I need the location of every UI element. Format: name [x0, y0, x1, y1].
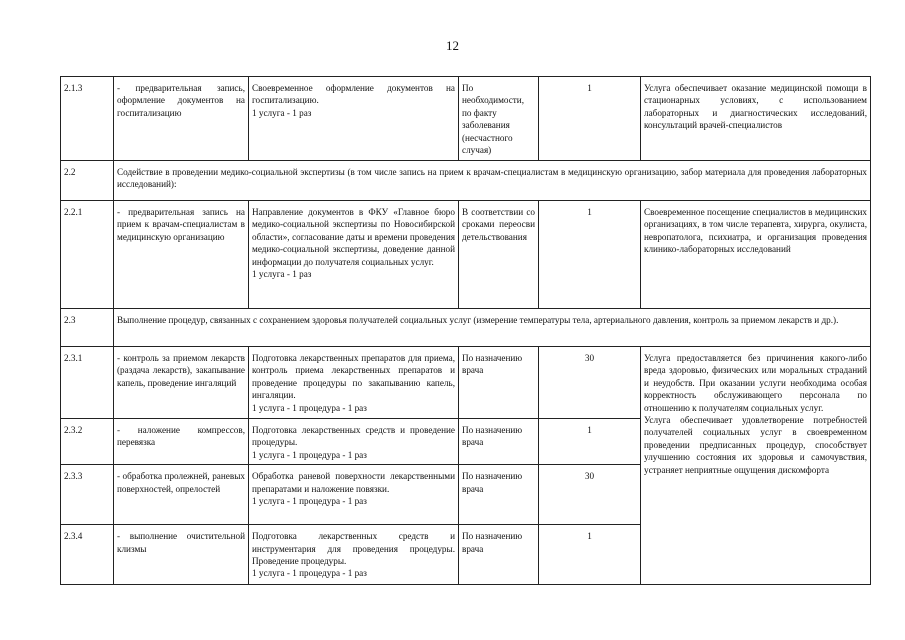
service-name: - выполнение очистительной клизмы: [114, 525, 249, 585]
service-description: [249, 201, 459, 309]
service-volume: 1: [539, 525, 641, 585]
service-volume: 1: [539, 201, 641, 309]
service-description: [249, 77, 459, 161]
service-description: [249, 465, 459, 525]
description-unit: 1 услуга - 1 раз: [252, 107, 312, 118]
service-volume: 30: [539, 465, 641, 525]
service-description: [249, 525, 459, 585]
row-number: 2.2.1: [61, 201, 114, 309]
description-unit: 1 услуга - 1 процедура - 1 раз: [252, 449, 367, 460]
service-description: [249, 347, 459, 419]
service-name: - предварительная запись на прием к врачам-специалистам в медицинскую организацию: [114, 201, 249, 309]
service-volume: 30: [539, 347, 641, 419]
description-unit: 1 услуга - 1 процедура - 1 раз: [252, 568, 367, 579]
service-name: - предварительная запись, оформление документов на госпитализацию: [114, 77, 249, 161]
row-number: 2.3.1: [61, 347, 114, 419]
row-number: 2.1.3: [61, 77, 114, 161]
section-title: Содействие в проведении медико-социальной экспертизы (в том числе запись на прием к врачам-специалистам в медицинскую организацию, забор материала для проведения лабораторных исследований):: [114, 161, 871, 201]
table-row: [61, 201, 871, 309]
page-number: 12: [446, 38, 459, 53]
service-period: По необходимости, по факту заболевания (несчастного случая): [459, 77, 539, 161]
service-result: Своевременное посещение специалистов в медицинских организациях, в том числе терапевта, хирурга, окулиста, невропатолога, психиатра, и организация проведения клинико-лабораторных исследований: [641, 201, 871, 309]
description-text: Обработка раневой поверхности лекарственными препаратами и наложение повязки.: [252, 471, 455, 494]
service-period: По назначению врача: [459, 465, 539, 525]
service-period: По назначению врача: [459, 525, 539, 585]
service-period: По назначению врача: [459, 347, 539, 419]
description-text: Подготовка лекарственных средств и проведение процедуры.: [252, 425, 455, 448]
service-result: [641, 347, 871, 585]
description-text: Направление документов в ФКУ «Главное бюро медико-социальной экспертизы по Новосибирской области», согласование даты и времени проведения медико-социальной экспертизы, доведение данной информации до получателя социальных услуг.: [252, 207, 455, 267]
service-description: [249, 419, 459, 465]
row-number: 2.3.2: [61, 419, 114, 465]
description-unit: 1 услуга - 1 процедура - 1 раз: [252, 496, 367, 507]
table-row: [61, 77, 871, 161]
description-text: Своевременное оформление документов на госпитализацию.: [252, 83, 455, 106]
description-text: Подготовка лекарственных препаратов для приема, контроль приема лекарственных препаратов и проведение процедуры по закапыванию капель, ингаляции.: [252, 353, 455, 401]
row-number: 2.3.3: [61, 465, 114, 525]
service-result: Услуга обеспечивает оказание медицинской помощи в стационарных условиях, с использованием лабораторных и диагностических исследований, консультаций врачей-специалистов: [641, 77, 871, 161]
service-volume: 1: [539, 419, 641, 465]
description-unit: 1 услуга - 1 процедура - 1 раз: [252, 402, 367, 413]
section-title: Выполнение процедур, связанных с сохранением здоровья получателей социальных услуг (измерение температуры тела, артериального давления, контроль за приемом лекарств и др.).: [114, 309, 871, 347]
description-text: Подготовка лекарственных средств и инструментария для проведения процедуры. Проведение процедуры.: [252, 531, 455, 567]
services-table: [60, 76, 871, 585]
service-name: - контроль за приемом лекарств (раздача лекарств), закапывание капель, проведение ингаляций: [114, 347, 249, 419]
row-number: 2.3: [61, 309, 114, 347]
row-number: 2.3.4: [61, 525, 114, 585]
description-unit: 1 услуга - 1 раз: [252, 269, 312, 280]
service-name: - обработка пролежней, раневых поверхностей, опрелостей: [114, 465, 249, 525]
service-volume: 1: [539, 77, 641, 161]
table-row: [61, 347, 871, 419]
result-paragraph-2: Услуга обеспечивает удовлетворение потребностей получателей социальных услуг в своевременном проведении предписанных процедур, способствует улучшению состояния их здоровья и самочувствия, устраняет неприятные ощущения дискомфорта: [644, 415, 867, 475]
service-period: В соответствии со сроками переосвидетельствования: [459, 201, 539, 309]
section-row: [61, 161, 871, 201]
result-paragraph-1: Услуга предоставляется без причинения какого-либо вреда здоровью, физических или моральных страданий и неудобств. При оказании услуги необходима особая корректность обслуживающего персонала по отношению к получателям социальных услуг.: [644, 353, 867, 413]
service-name: - наложение компрессов, перевязка: [114, 419, 249, 465]
service-period: По назначению врача: [459, 419, 539, 465]
section-row: [61, 309, 871, 347]
row-number: 2.2: [61, 161, 114, 201]
